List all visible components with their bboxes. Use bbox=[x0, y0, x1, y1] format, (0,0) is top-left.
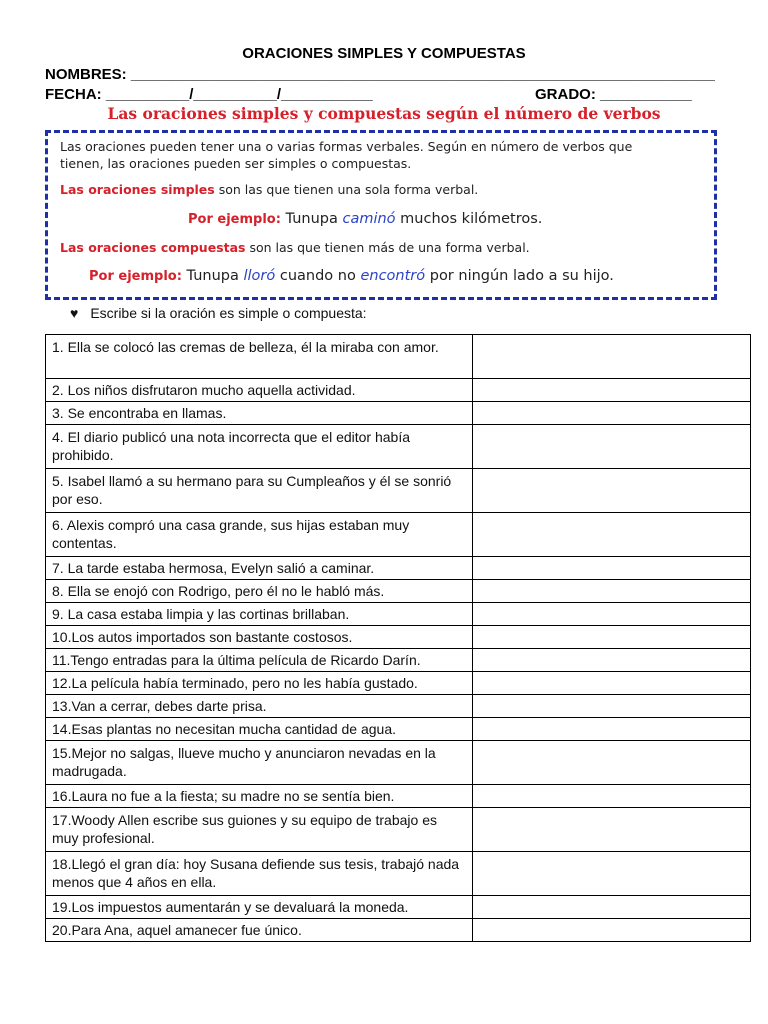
page-title: ORACIONES SIMPLES Y COMPUESTAS bbox=[242, 45, 526, 62]
table-row bbox=[46, 718, 751, 741]
answer-cell[interactable] bbox=[473, 379, 751, 402]
intro-line-2: tienen, las oraciones pueden ser simples o compuestas. bbox=[60, 156, 412, 171]
intro-line-1: Las oraciones pueden tener una o varias formas verbales. Según en número de verbos que bbox=[60, 139, 633, 154]
table-row bbox=[46, 852, 751, 896]
table-row bbox=[46, 896, 751, 919]
question-cell: 17.Woody Allen escribe sus guiones y su equipo de trabajo es muy profesional. bbox=[46, 808, 473, 852]
heart-bullet-icon: ♥ bbox=[70, 305, 79, 321]
compound-term: Las oraciones compuestas bbox=[60, 240, 246, 255]
grade-line: GRADO: ___________ bbox=[535, 86, 692, 103]
answer-cell[interactable] bbox=[473, 649, 751, 672]
example-text: por ningún lado a su hijo. bbox=[425, 268, 614, 284]
table-row bbox=[46, 513, 751, 557]
answer-cell[interactable] bbox=[473, 919, 751, 942]
example-simple bbox=[188, 211, 542, 227]
box-heading: Las oraciones simples y compuestas según el número de verbos bbox=[107, 104, 661, 123]
example-text: cuando no bbox=[275, 268, 361, 284]
instruction bbox=[70, 305, 367, 321]
question-cell: 18.Llegó el gran día: hoy Susana defiende sus tesis, trabajó nada menos que 4 años en ella. bbox=[46, 852, 473, 896]
question-cell: 3. Se encontraba en llamas. bbox=[46, 402, 473, 425]
answer-cell[interactable] bbox=[473, 469, 751, 513]
question-cell: 15.Mejor no salgas, llueve mucho y anunciaron nevadas en la madrugada. bbox=[46, 741, 473, 785]
example-verb: caminó bbox=[342, 211, 396, 227]
simple-definition bbox=[60, 182, 478, 197]
example-label: Por ejemplo: bbox=[188, 212, 281, 227]
example-text: Tunupa bbox=[280, 211, 343, 227]
table-row bbox=[46, 402, 751, 425]
answer-cell[interactable] bbox=[473, 852, 751, 896]
compound-def-text: son las que tienen más de una forma verbal. bbox=[245, 240, 530, 255]
question-cell: 8. Ella se enojó con Rodrigo, pero él no le habló más. bbox=[46, 580, 473, 603]
question-cell: 4. El diario publicó una nota incorrecta que el editor había prohibido. bbox=[46, 425, 473, 469]
answer-cell[interactable] bbox=[473, 741, 751, 785]
example-verb: lloró bbox=[243, 268, 276, 284]
question-cell: 7. La tarde estaba hermosa, Evelyn salió a caminar. bbox=[46, 557, 473, 580]
answer-cell[interactable] bbox=[473, 808, 751, 852]
answer-cell[interactable] bbox=[473, 402, 751, 425]
answer-cell[interactable] bbox=[473, 695, 751, 718]
table-row bbox=[46, 919, 751, 942]
table-row bbox=[46, 603, 751, 626]
question-cell: 9. La casa estaba limpia y las cortinas brillaban. bbox=[46, 603, 473, 626]
instruction-text: Escribe si la oración es simple o compuesta: bbox=[90, 305, 367, 321]
table-row bbox=[46, 808, 751, 852]
question-cell: 5. Isabel llamó a su hermano para su Cumpleaños y él se sonrió por eso. bbox=[46, 469, 473, 513]
answer-cell[interactable] bbox=[473, 626, 751, 649]
question-cell: 16.Laura no fue a la fiesta; su madre no se sentía bien. bbox=[46, 785, 473, 808]
compound-definition bbox=[60, 240, 530, 255]
names-line: NOMBRES: ______________________________________________________________________ bbox=[45, 66, 715, 83]
question-cell: 6. Alexis compró una casa grande, sus hijas estaban muy contentas. bbox=[46, 513, 473, 557]
answer-cell[interactable] bbox=[473, 425, 751, 469]
answer-cell[interactable] bbox=[473, 557, 751, 580]
table-row bbox=[46, 379, 751, 402]
table-row bbox=[46, 425, 751, 469]
table-row bbox=[46, 580, 751, 603]
example-compound bbox=[89, 268, 614, 284]
simple-def-text: son las que tienen una sola forma verbal. bbox=[214, 182, 479, 197]
question-cell: 20.Para Ana, aquel amanecer fue único. bbox=[46, 919, 473, 942]
table-row bbox=[46, 557, 751, 580]
table-row bbox=[46, 785, 751, 808]
question-cell: 14.Esas plantas no necesitan mucha cantidad de agua. bbox=[46, 718, 473, 741]
table-row bbox=[46, 741, 751, 785]
question-cell: 19.Los impuestos aumentarán y se devaluará la moneda. bbox=[46, 896, 473, 919]
answer-cell[interactable] bbox=[473, 896, 751, 919]
table-row bbox=[46, 626, 751, 649]
example-verb: encontró bbox=[360, 268, 426, 284]
question-cell: 1. Ella se colocó las cremas de belleza, él la miraba con amor. bbox=[46, 335, 473, 379]
table-row bbox=[46, 695, 751, 718]
question-cell: 12.La película había terminado, pero no les había gustado. bbox=[46, 672, 473, 695]
answer-cell[interactable] bbox=[473, 580, 751, 603]
example-label: Por ejemplo: bbox=[89, 269, 182, 284]
answer-cell[interactable] bbox=[473, 513, 751, 557]
answer-cell[interactable] bbox=[473, 785, 751, 808]
answer-cell[interactable] bbox=[473, 603, 751, 626]
table-row bbox=[46, 469, 751, 513]
example-text: muchos kilómetros. bbox=[395, 211, 543, 227]
question-cell: 2. Los niños disfrutaron mucho aquella actividad. bbox=[46, 379, 473, 402]
table-row bbox=[46, 672, 751, 695]
table-row bbox=[46, 335, 751, 379]
question-cell: 11.Tengo entradas para la última película de Ricardo Darín. bbox=[46, 649, 473, 672]
answer-cell[interactable] bbox=[473, 718, 751, 741]
date-line: FECHA: __________/__________/___________ bbox=[45, 86, 373, 103]
question-cell: 13.Van a cerrar, debes darte prisa. bbox=[46, 695, 473, 718]
answer-cell[interactable] bbox=[473, 335, 751, 379]
question-cell: 10.Los autos importados son bastante costosos. bbox=[46, 626, 473, 649]
example-text: Tunupa bbox=[181, 268, 244, 284]
simple-term: Las oraciones simples bbox=[60, 182, 215, 197]
answer-cell[interactable] bbox=[473, 672, 751, 695]
questions-table bbox=[45, 334, 751, 942]
table-row bbox=[46, 649, 751, 672]
